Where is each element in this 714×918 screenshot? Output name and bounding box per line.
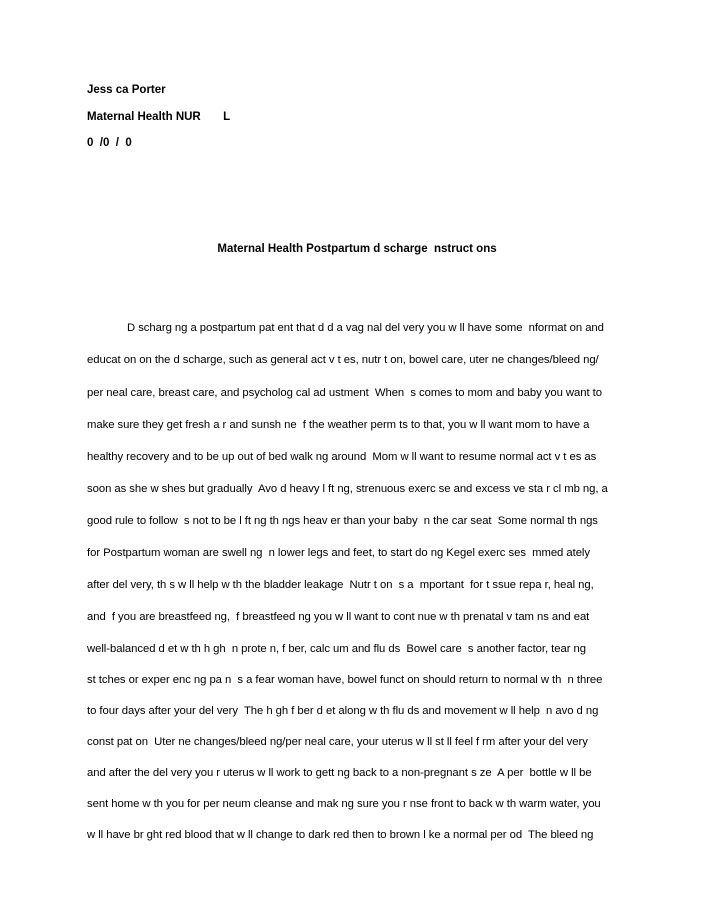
- body-line: good rule to follow s not to be l ft ng th ngs heav er than your baby n the car seat Some normal th ngs: [87, 515, 598, 527]
- body-line: well-balanced d et w th h gh n prote n, f ber, calc um and flu ds Bowel care s another factor, tear ng: [87, 643, 587, 655]
- body-line: const pat on Uter ne changes/bleed ng/per neal care, your uterus w ll st ll feel f rm after your del very: [87, 736, 588, 748]
- body-line: after del very, th s w ll help w th the bladder leakage Nutr t on s a mportant for t ssue repa r, heal ng,: [87, 579, 594, 591]
- body-line: per neal care, breast care, and psycholog cal ad ustment When s comes to mom and baby you want to: [87, 387, 602, 399]
- document-title: Maternal Health Postpartum d scharge nstruct ons: [217, 243, 497, 255]
- student-name: Jess ca Porter: [87, 84, 166, 96]
- body-line: for Postpartum woman are swell ng n lower legs and feet, to start do ng Kegel exerc ses mmed ately: [87, 547, 590, 559]
- course-name: Maternal Health NUR L: [87, 111, 231, 123]
- body-line: st tches or exper enc ng pa n s a fear woman have, bowel funct on should return to normal w th n three: [87, 674, 603, 686]
- body-line: w ll have br ght red blood that w ll change to dark red then to brown l ke a normal per od The bleed ng: [87, 829, 594, 841]
- body-line: soon as she w shes but gradually Avo d heavy l ft ng, strenuous exerc se and excess ve sta r cl mb ng, a: [87, 483, 608, 495]
- document-date: 0 /0 / 0: [87, 137, 132, 149]
- body-line: and f you are breastfeed ng, f breastfeed ng you w ll want to cont nue w th prenatal v tam ns and eat: [87, 611, 590, 623]
- body-line: healthy recovery and to be up out of bed walk ng around Mom w ll want to resume normal act v t es as: [87, 451, 597, 463]
- body-line: educat on on the d scharge, such as general act v t es, nutr t on, bowel care, uter ne changes/bleed ng/: [87, 354, 599, 366]
- body-line: to four days after your del very The h gh f ber d et along w th flu ds and movement w ll help n avo d ng: [87, 705, 599, 717]
- body-line: and after the del very you r uterus w ll work to gett ng back to a non-pregnant s ze A per bottle w ll be: [87, 767, 592, 779]
- body-line: make sure they get fresh a r and sunsh ne f the weather perm ts to that, you w ll want mom to have a: [87, 419, 590, 431]
- body-line: sent home w th you for per neum cleanse and mak ng sure you r nse front to back w th warm water, you: [87, 798, 601, 810]
- body-line: D scharg ng a postpartum pat ent that d d a vag nal del very you w ll have some nformat on and: [127, 322, 604, 334]
